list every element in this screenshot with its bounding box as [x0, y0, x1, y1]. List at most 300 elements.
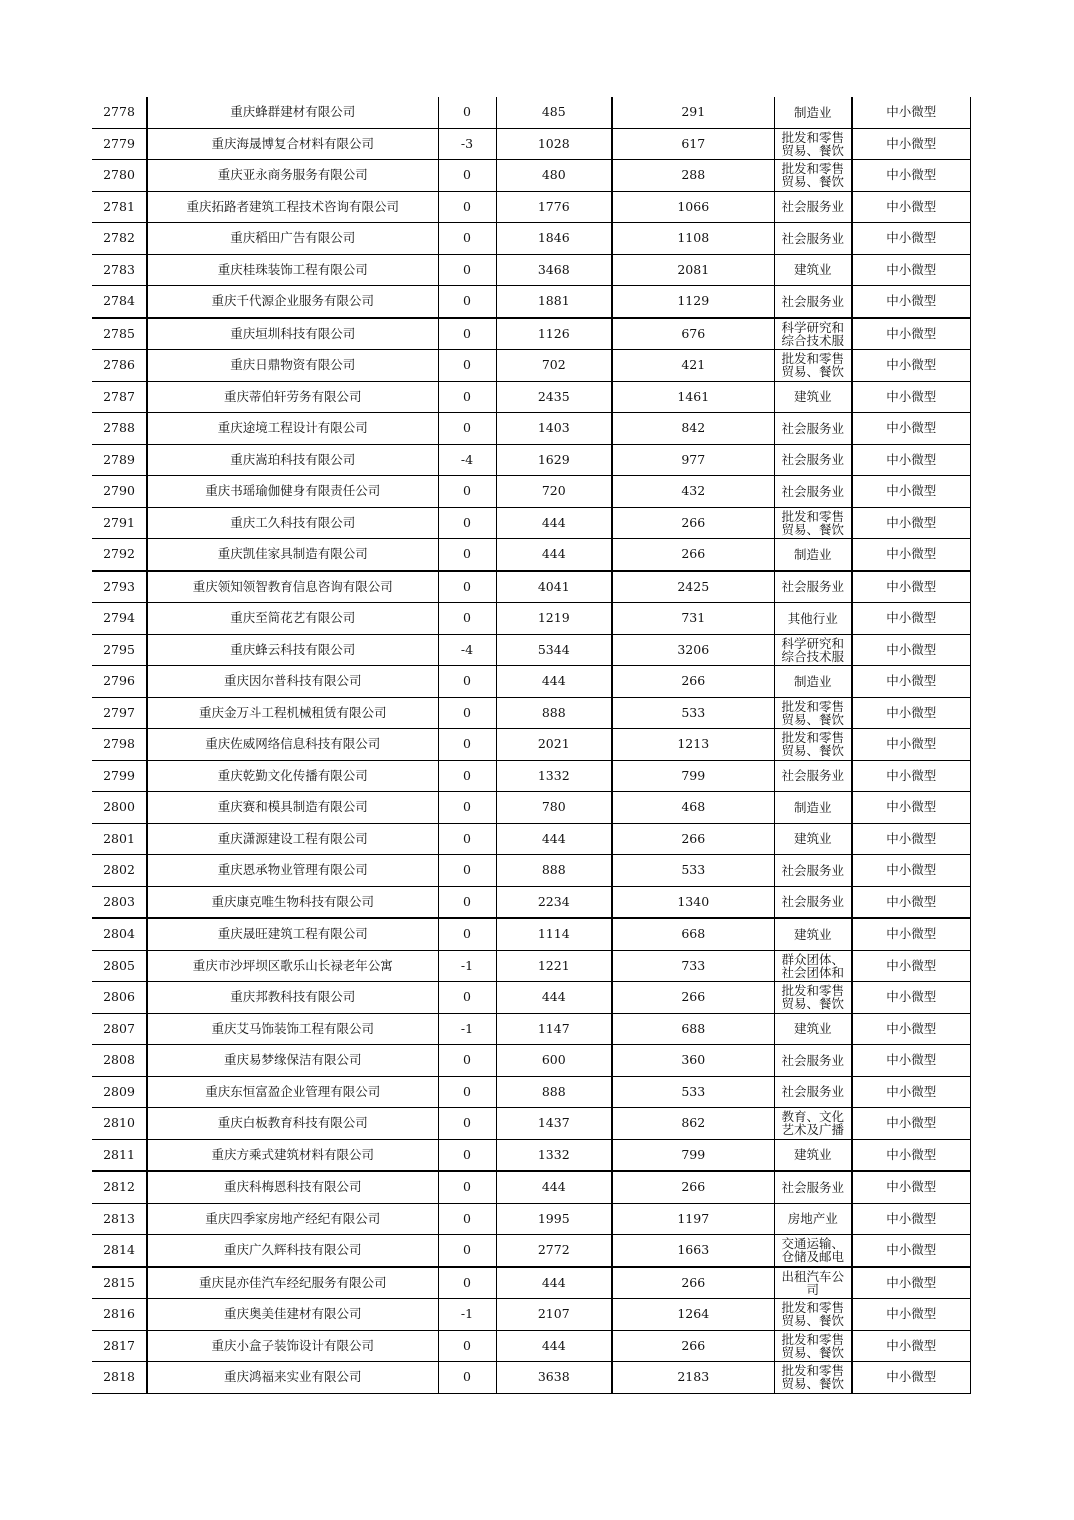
industry-cell: [774, 571, 852, 603]
company-name-cell: 重庆蜂群建材有限公司: [147, 97, 438, 128]
subsidy-cell: 266: [612, 1330, 774, 1362]
industry-cell: [774, 603, 852, 635]
company-name-cell: 重庆方乘式建筑材料有限公司: [147, 1139, 438, 1171]
industry-cell: [774, 507, 852, 539]
subsidy-cell: 688: [612, 1013, 774, 1045]
industry-cell: [774, 634, 852, 666]
subsidy-cell: 3206: [612, 634, 774, 666]
industry-text: 社会服务业: [781, 769, 844, 783]
table-row: [92, 1299, 970, 1331]
subsidy-cell: 1108: [612, 223, 774, 255]
enterprise-type-cell: 中小微型: [852, 1267, 970, 1299]
company-name-cell: 重庆奥美佳建材有限公司: [147, 1299, 438, 1331]
company-name-cell: 重庆拓路者建筑工程技术咨询有限公司: [147, 191, 438, 223]
industry-cell: [774, 792, 852, 824]
company-name-cell: 重庆邦教科技有限公司: [147, 982, 438, 1014]
enterprise-type-cell: 中小微型: [852, 160, 970, 192]
company-name-cell: 重庆桂珠装饰工程有限公司: [147, 254, 438, 286]
industry-text: 建筑业: [793, 1022, 832, 1036]
table-row: [92, 476, 970, 508]
company-name-cell: 重庆凯佳家具制造有限公司: [147, 539, 438, 571]
subsidy-cell: 1066: [612, 191, 774, 223]
change-cell: 0: [438, 918, 496, 950]
subsidy-cell: 533: [612, 1076, 774, 1108]
industry-text: 制造业: [793, 800, 832, 814]
amount-cell: 888: [496, 697, 612, 729]
subsidy-cell: 533: [612, 697, 774, 729]
company-name-cell: 重庆易梦缘保洁有限公司: [147, 1045, 438, 1077]
company-name-cell: 重庆科梅恩科技有限公司: [147, 1171, 438, 1203]
amount-cell: 444: [496, 1171, 612, 1203]
change-cell: 0: [438, 286, 496, 318]
row-number-cell: 2785: [92, 318, 147, 350]
subsidy-cell: 617: [612, 128, 774, 160]
subsidy-cell: 266: [612, 982, 774, 1014]
company-name-cell: 重庆市沙坪坝区歌乐山长禄老年公寓: [147, 950, 438, 982]
enterprise-type-cell: 中小微型: [852, 254, 970, 286]
subsidy-cell: 2081: [612, 254, 774, 286]
change-cell: 0: [438, 855, 496, 887]
company-name-cell: 重庆金万斗工程机械租赁有限公司: [147, 697, 438, 729]
company-name-cell: 重庆千代源企业服务有限公司: [147, 286, 438, 318]
table-row: [92, 729, 970, 761]
enterprise-type-cell: 中小微型: [852, 666, 970, 698]
industry-cell: [774, 1235, 852, 1267]
amount-cell: 444: [496, 666, 612, 698]
table-row: [92, 1203, 970, 1235]
change-cell: 0: [438, 1235, 496, 1267]
row-number-cell: 2784: [92, 286, 147, 318]
subsidy-cell: 1213: [612, 729, 774, 761]
table-row: [92, 1108, 970, 1140]
company-name-cell: 重庆康克唯生物科技有限公司: [147, 886, 438, 918]
change-cell: 0: [438, 760, 496, 792]
industry-text: 社会服务业: [781, 580, 844, 594]
industry-cell: [774, 1203, 852, 1235]
table-row: [92, 760, 970, 792]
change-cell: -1: [438, 950, 496, 982]
company-name-cell: 重庆蒂伯轩劳务有限公司: [147, 381, 438, 413]
industry-text: 制造业: [793, 547, 832, 561]
table-row: [92, 982, 970, 1014]
industry-text: 社会服务业: [781, 421, 844, 435]
enterprise-type-cell: 中小微型: [852, 413, 970, 445]
change-cell: -4: [438, 444, 496, 476]
industry-cell: [774, 697, 852, 729]
company-name-cell: 重庆领知领智教育信息咨询有限公司: [147, 571, 438, 603]
table-row: [92, 286, 970, 318]
enterprise-type-cell: 中小微型: [852, 760, 970, 792]
industry-cell: [774, 1299, 852, 1331]
amount-cell: 2107: [496, 1299, 612, 1331]
enterprise-type-cell: 中小微型: [852, 1139, 970, 1171]
table-row: [92, 381, 970, 413]
row-number-cell: 2778: [92, 97, 147, 128]
row-number-cell: 2781: [92, 191, 147, 223]
company-name-cell: 重庆海晟博复合材料有限公司: [147, 128, 438, 160]
amount-cell: 2234: [496, 886, 612, 918]
industry-cell: [774, 1267, 852, 1299]
amount-cell: 780: [496, 792, 612, 824]
row-number-cell: 2810: [92, 1108, 147, 1140]
row-number-cell: 2811: [92, 1139, 147, 1171]
row-number-cell: 2793: [92, 571, 147, 603]
industry-text: 建筑业: [793, 832, 832, 846]
amount-cell: 888: [496, 855, 612, 887]
industry-cell: [774, 476, 852, 508]
table-row: [92, 444, 970, 476]
change-cell: 0: [438, 792, 496, 824]
change-cell: 0: [438, 350, 496, 382]
enterprise-type-cell: 中小微型: [852, 444, 970, 476]
subsidy-cell: 288: [612, 160, 774, 192]
row-number-cell: 2818: [92, 1362, 147, 1394]
enterprise-type-cell: 中小微型: [852, 823, 970, 855]
subsidy-cell: 2425: [612, 571, 774, 603]
industry-cell: [774, 191, 852, 223]
enterprise-type-cell: 中小微型: [852, 855, 970, 887]
row-number-cell: 2816: [92, 1299, 147, 1331]
table-row: [92, 1139, 970, 1171]
amount-cell: 720: [496, 476, 612, 508]
change-cell: 0: [438, 1203, 496, 1235]
industry-text: 科学研究和综合技术服: [781, 636, 844, 663]
row-number-cell: 2779: [92, 128, 147, 160]
industry-text: 社会服务业: [781, 484, 844, 498]
change-cell: -1: [438, 1299, 496, 1331]
table-row: [92, 1013, 970, 1045]
table-row: [92, 128, 970, 160]
industry-text: 出租汽车公司: [781, 1269, 844, 1296]
subsidy-cell: 731: [612, 603, 774, 635]
company-name-cell: 重庆乾勤文化传播有限公司: [147, 760, 438, 792]
table-row: [92, 1362, 970, 1394]
change-cell: 0: [438, 571, 496, 603]
company-name-cell: 重庆日鼎物资有限公司: [147, 350, 438, 382]
industry-text: 建筑业: [793, 263, 832, 277]
subsidy-cell: 676: [612, 318, 774, 350]
subsidy-cell: 799: [612, 760, 774, 792]
table-row: [92, 1045, 970, 1077]
enterprise-type-cell: 中小微型: [852, 1013, 970, 1045]
row-number-cell: 2799: [92, 760, 147, 792]
industry-cell: [774, 729, 852, 761]
amount-cell: 5344: [496, 634, 612, 666]
amount-cell: 1219: [496, 603, 612, 635]
change-cell: 0: [438, 413, 496, 445]
table-row: [92, 697, 970, 729]
row-number-cell: 2814: [92, 1235, 147, 1267]
change-cell: 0: [438, 381, 496, 413]
industry-cell: [774, 350, 852, 382]
table-row: [92, 223, 970, 255]
subsidy-cell: 668: [612, 918, 774, 950]
company-name-cell: 重庆佐威网络信息科技有限公司: [147, 729, 438, 761]
row-number-cell: 2794: [92, 603, 147, 635]
company-name-cell: 重庆鸿福来实业有限公司: [147, 1362, 438, 1394]
row-number-cell: 2783: [92, 254, 147, 286]
enterprise-type-cell: 中小微型: [852, 128, 970, 160]
change-cell: 0: [438, 160, 496, 192]
subsidy-cell: 1663: [612, 1235, 774, 1267]
industry-text: 交通运输、仓储及邮电: [781, 1237, 844, 1264]
company-name-cell: 重庆垣圳科技有限公司: [147, 318, 438, 350]
subsidy-cell: 266: [612, 823, 774, 855]
industry-text: 科学研究和综合技术服: [781, 320, 844, 347]
industry-cell: [774, 950, 852, 982]
row-number-cell: 2789: [92, 444, 147, 476]
table-row: [92, 823, 970, 855]
amount-cell: 1776: [496, 191, 612, 223]
enterprise-type-cell: 中小微型: [852, 476, 970, 508]
amount-cell: 600: [496, 1045, 612, 1077]
company-name-cell: 重庆因尔普科技有限公司: [147, 666, 438, 698]
industry-cell: [774, 918, 852, 950]
subsidy-cell: 1264: [612, 1299, 774, 1331]
company-name-cell: 重庆至简花艺有限公司: [147, 603, 438, 635]
amount-cell: 1846: [496, 223, 612, 255]
industry-text: 批发和零售贸易、餐饮: [781, 984, 844, 1011]
industry-cell: [774, 1362, 852, 1394]
data-table: [92, 97, 971, 1394]
amount-cell: 2435: [496, 381, 612, 413]
table-row: [92, 1235, 970, 1267]
subsidy-cell: 266: [612, 1171, 774, 1203]
industry-cell: [774, 223, 852, 255]
change-cell: 0: [438, 318, 496, 350]
industry-cell: [774, 254, 852, 286]
industry-cell: [774, 982, 852, 1014]
row-number-cell: 2787: [92, 381, 147, 413]
industry-text: 批发和零售贸易、餐饮: [781, 130, 844, 157]
row-number-cell: 2813: [92, 1203, 147, 1235]
row-number-cell: 2797: [92, 697, 147, 729]
company-name-cell: 重庆途境工程设计有限公司: [147, 413, 438, 445]
amount-cell: 444: [496, 507, 612, 539]
enterprise-type-cell: 中小微型: [852, 634, 970, 666]
industry-cell: [774, 823, 852, 855]
change-cell: 0: [438, 507, 496, 539]
enterprise-type-cell: 中小微型: [852, 191, 970, 223]
change-cell: 0: [438, 254, 496, 286]
subsidy-cell: 977: [612, 444, 774, 476]
row-number-cell: 2780: [92, 160, 147, 192]
row-number-cell: 2782: [92, 223, 147, 255]
subsidy-cell: 533: [612, 855, 774, 887]
amount-cell: 888: [496, 1076, 612, 1108]
table-row: [92, 792, 970, 824]
amount-cell: 1332: [496, 760, 612, 792]
enterprise-type-cell: 中小微型: [852, 539, 970, 571]
row-number-cell: 2796: [92, 666, 147, 698]
subsidy-cell: 1461: [612, 381, 774, 413]
company-name-cell: 重庆广久辉科技有限公司: [147, 1235, 438, 1267]
row-number-cell: 2803: [92, 886, 147, 918]
row-number-cell: 2788: [92, 413, 147, 445]
amount-cell: 485: [496, 97, 612, 128]
enterprise-type-cell: 中小微型: [852, 1108, 970, 1140]
subsidy-cell: 2183: [612, 1362, 774, 1394]
industry-text: 社会服务业: [781, 1053, 844, 1067]
amount-cell: 3638: [496, 1362, 612, 1394]
enterprise-type-cell: 中小微型: [852, 223, 970, 255]
enterprise-type-cell: 中小微型: [852, 603, 970, 635]
table-row: [92, 413, 970, 445]
change-cell: 0: [438, 1076, 496, 1108]
company-name-cell: 重庆晟旺建筑工程有限公司: [147, 918, 438, 950]
amount-cell: 1114: [496, 918, 612, 950]
change-cell: 0: [438, 1108, 496, 1140]
company-name-cell: 重庆四季家房地产经纪有限公司: [147, 1203, 438, 1235]
row-number-cell: 2817: [92, 1330, 147, 1362]
enterprise-type-cell: 中小微型: [852, 1299, 970, 1331]
industry-text: 社会服务业: [781, 453, 844, 467]
industry-cell: [774, 97, 852, 128]
industry-text: 社会服务业: [781, 231, 844, 245]
industry-text: 制造业: [793, 105, 832, 119]
industry-cell: [774, 1013, 852, 1045]
company-name-cell: 重庆稻田广告有限公司: [147, 223, 438, 255]
amount-cell: 1629: [496, 444, 612, 476]
change-cell: 0: [438, 97, 496, 128]
industry-cell: [774, 160, 852, 192]
change-cell: 0: [438, 823, 496, 855]
change-cell: 0: [438, 1171, 496, 1203]
change-cell: 0: [438, 1139, 496, 1171]
amount-cell: 2772: [496, 1235, 612, 1267]
industry-cell: [774, 1045, 852, 1077]
industry-text: 批发和零售贸易、餐饮: [781, 1301, 844, 1328]
row-number-cell: 2802: [92, 855, 147, 887]
industry-cell: [774, 286, 852, 318]
row-number-cell: 2801: [92, 823, 147, 855]
company-name-cell: 重庆蜂云科技有限公司: [147, 634, 438, 666]
change-cell: -4: [438, 634, 496, 666]
change-cell: 0: [438, 1267, 496, 1299]
enterprise-type-cell: 中小微型: [852, 507, 970, 539]
table-row: [92, 855, 970, 887]
industry-text: 批发和零售贸易、餐饮: [781, 1332, 844, 1359]
change-cell: 0: [438, 191, 496, 223]
table-row: [92, 191, 970, 223]
industry-text: 制造业: [793, 674, 832, 688]
subsidy-cell: 291: [612, 97, 774, 128]
row-number-cell: 2790: [92, 476, 147, 508]
industry-text: 教育、文化艺术及广播: [781, 1110, 844, 1137]
amount-cell: 1403: [496, 413, 612, 445]
enterprise-type-cell: 中小微型: [852, 886, 970, 918]
enterprise-type-cell: 中小微型: [852, 571, 970, 603]
amount-cell: 2021: [496, 729, 612, 761]
row-number-cell: 2806: [92, 982, 147, 1014]
change-cell: 0: [438, 1330, 496, 1362]
change-cell: 0: [438, 223, 496, 255]
enterprise-type-cell: 中小微型: [852, 982, 970, 1014]
change-cell: 0: [438, 729, 496, 761]
subsidy-cell: 799: [612, 1139, 774, 1171]
table-row: [92, 1076, 970, 1108]
table-row: [92, 666, 970, 698]
row-number-cell: 2804: [92, 918, 147, 950]
amount-cell: 4041: [496, 571, 612, 603]
amount-cell: 444: [496, 1267, 612, 1299]
table-row: [92, 918, 970, 950]
amount-cell: 3468: [496, 254, 612, 286]
amount-cell: 1332: [496, 1139, 612, 1171]
industry-text: 社会服务业: [781, 1180, 844, 1194]
enterprise-type-cell: 中小微型: [852, 792, 970, 824]
table-row: [92, 318, 970, 350]
enterprise-type-cell: 中小微型: [852, 1045, 970, 1077]
industry-text: 建筑业: [793, 390, 832, 404]
table-row: [92, 97, 970, 128]
row-number-cell: 2792: [92, 539, 147, 571]
industry-cell: [774, 444, 852, 476]
subsidy-cell: 1129: [612, 286, 774, 318]
enterprise-type-cell: 中小微型: [852, 918, 970, 950]
industry-cell: [774, 666, 852, 698]
table-row: [92, 886, 970, 918]
change-cell: 0: [438, 982, 496, 1014]
amount-cell: 444: [496, 982, 612, 1014]
row-number-cell: 2815: [92, 1267, 147, 1299]
industry-cell: [774, 1076, 852, 1108]
subsidy-cell: 266: [612, 666, 774, 698]
industry-text: 批发和零售贸易、餐饮: [781, 699, 844, 726]
amount-cell: 1221: [496, 950, 612, 982]
row-number-cell: 2809: [92, 1076, 147, 1108]
enterprise-type-cell: 中小微型: [852, 697, 970, 729]
industry-cell: [774, 1330, 852, 1362]
table-row: [92, 350, 970, 382]
subsidy-cell: 1340: [612, 886, 774, 918]
company-name-cell: 重庆赛和模具制造有限公司: [147, 792, 438, 824]
table-row: [92, 634, 970, 666]
amount-cell: 1126: [496, 318, 612, 350]
industry-text: 批发和零售贸易、餐饮: [781, 352, 844, 379]
change-cell: 0: [438, 1045, 496, 1077]
enterprise-type-cell: 中小微型: [852, 381, 970, 413]
company-name-cell: 重庆工久科技有限公司: [147, 507, 438, 539]
amount-cell: 1437: [496, 1108, 612, 1140]
subsidy-cell: 468: [612, 792, 774, 824]
company-name-cell: 重庆小盒子装饰设计有限公司: [147, 1330, 438, 1362]
table-row: [92, 603, 970, 635]
table-row: [92, 507, 970, 539]
subsidy-cell: 266: [612, 1267, 774, 1299]
subsidy-cell: 1197: [612, 1203, 774, 1235]
row-number-cell: 2800: [92, 792, 147, 824]
table-row: [92, 950, 970, 982]
amount-cell: 1147: [496, 1013, 612, 1045]
industry-cell: [774, 381, 852, 413]
change-cell: 0: [438, 697, 496, 729]
company-name-cell: 重庆昆亦佳汽车经纪服务有限公司: [147, 1267, 438, 1299]
subsidy-cell: 862: [612, 1108, 774, 1140]
table-row: [92, 571, 970, 603]
change-cell: 0: [438, 886, 496, 918]
industry-cell: [774, 539, 852, 571]
subsidy-cell: 432: [612, 476, 774, 508]
industry-text: 社会服务业: [781, 895, 844, 909]
change-cell: 0: [438, 539, 496, 571]
enterprise-type-cell: 中小微型: [852, 350, 970, 382]
table-body: [92, 97, 970, 1393]
amount-cell: 702: [496, 350, 612, 382]
industry-text: 其他行业: [787, 611, 838, 625]
industry-cell: [774, 128, 852, 160]
change-cell: 0: [438, 1362, 496, 1394]
